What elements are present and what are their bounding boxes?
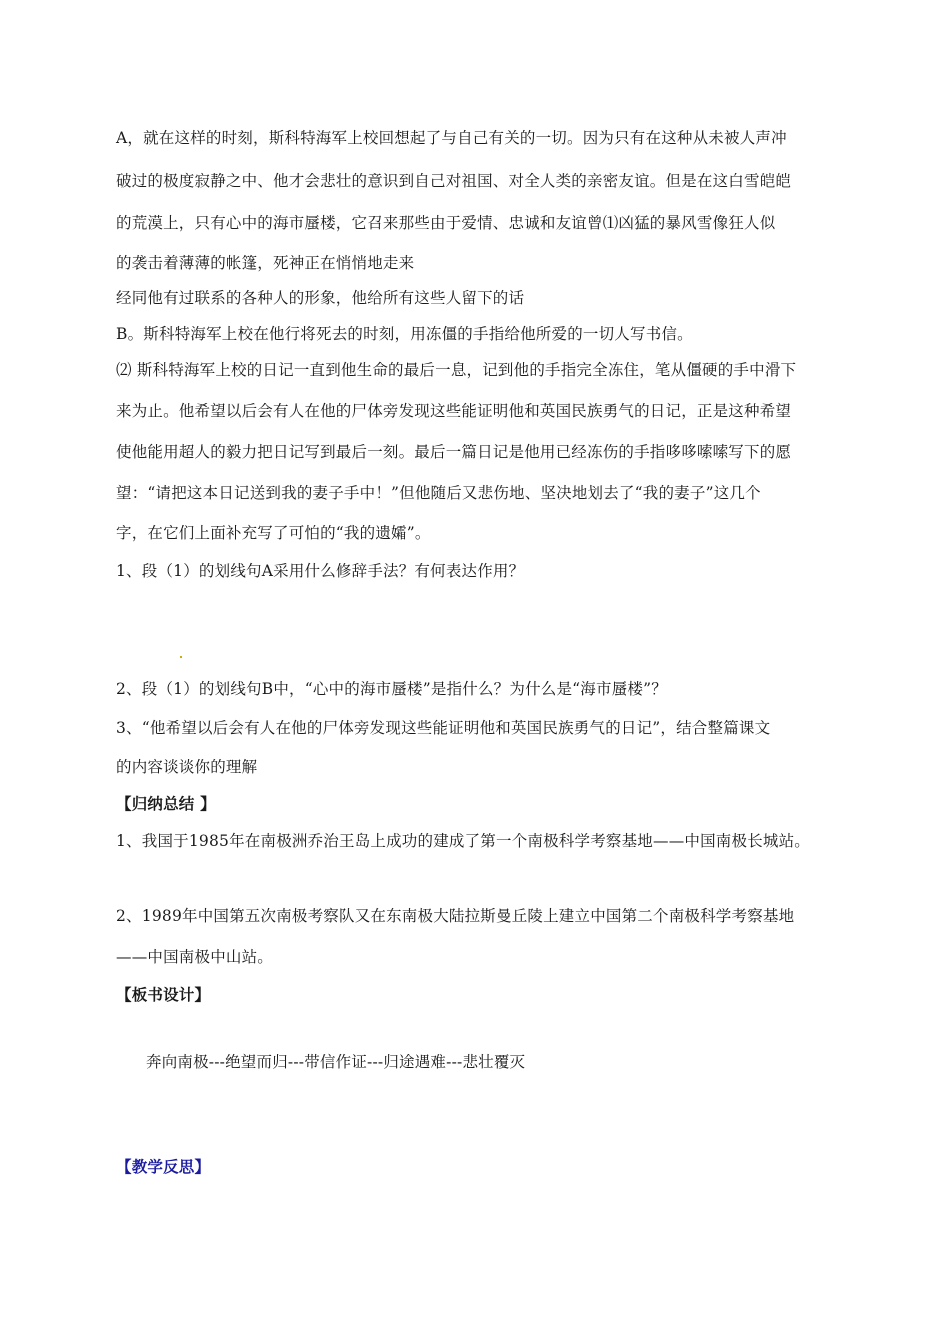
summary-item-1: 1、我国于1985年在南极洲乔治王岛上成功的建成了第一个南极科学考察基地——中国南极长城站。 [116, 832, 811, 850]
paragraph-1-line-1: A，就在这样的时刻，斯科特海军上校回想起了与自己有关的一切。因为只有在这种从未被人声冲 [116, 129, 787, 147]
paragraph-2-line-3: 使他能用超人的毅力把日记写到最后一刻。最后一篇日记是他用已经冻伤的手指哆哆嗦嗦写下的愿 [116, 443, 792, 461]
reflection-heading: 【教学反思】 [116, 1157, 211, 1176]
question-3-line-2: 的内容谈谈你的理解 [116, 758, 258, 776]
paragraph-2-line-4: 望：“请把这本日记送到我的妻子手中！”但他随后又悲伤地、坚决地划去了“我的妻子”这几个 [116, 484, 761, 502]
paragraph-1-line-4: 的袭击着薄薄的帐篷，死神正在悄悄地走来 [116, 254, 415, 272]
board-content: 奔向南极---绝望而归---带信作证---归途遇难---悲壮覆灭 [146, 1053, 526, 1071]
board-heading: 【板书设计】 [116, 985, 211, 1004]
question-2: 2、段（1）的划线句B中，“心中的海市蜃楼”是指什么？为什么是“海市蜃楼”？ [116, 680, 667, 698]
paragraph-2-line-1: ⑵ 斯科特海军上校的日记一直到他生命的最后一息，记到他的手指完全冻住，笔从僵硬的手中滑下 [116, 361, 797, 379]
paragraph-2-line-2: 来为止。他希望以后会有人在他的尸体旁发现这些能证明他和英国民族勇气的日记，正是这种希望 [116, 402, 792, 420]
summary-item-2-line-2: ——中国南极中山站。 [116, 948, 274, 966]
summary-heading: 【归纳总结 】 [116, 794, 216, 813]
paragraph-1-line-3: 的荒漠上，只有心中的海市蜃楼，它召来那些由于爱情、忠诚和友谊曾⑴凶猛的暴风雪像狂人似 [116, 214, 776, 232]
question-3-line-1: 3、“他希望以后会有人在他的尸体旁发现这些能证明他和英国民族勇气的日记”，结合整篇课文 [116, 719, 771, 737]
question-1: 1、段（1）的划线句A采用什么修辞手法？有何表达作用？ [116, 562, 525, 580]
stray-dot [180, 656, 182, 658]
paragraph-2-line-5: 字，在它们上面补充写了可怕的“我的遗孀”。 [116, 524, 431, 542]
paragraph-1-line-6: B。斯科特海军上校在他行将死去的时刻，用冻僵的手指给他所爱的一切人写书信。 [116, 325, 693, 343]
paragraph-1-line-5: 经同他有过联系的各种人的形象，他给所有这些人留下的话 [116, 289, 525, 307]
paragraph-1-line-2: 破过的极度寂静之中、他才会悲壮的意识到自己对祖国、对全人类的亲密友谊。但是在这白雪皑皑 [116, 172, 792, 190]
summary-item-2-line-1: 2、1989年中国第五次南极考察队又在东南极大陆拉斯曼丘陵上建立中国第二个南极科学考察基地 [116, 907, 795, 925]
